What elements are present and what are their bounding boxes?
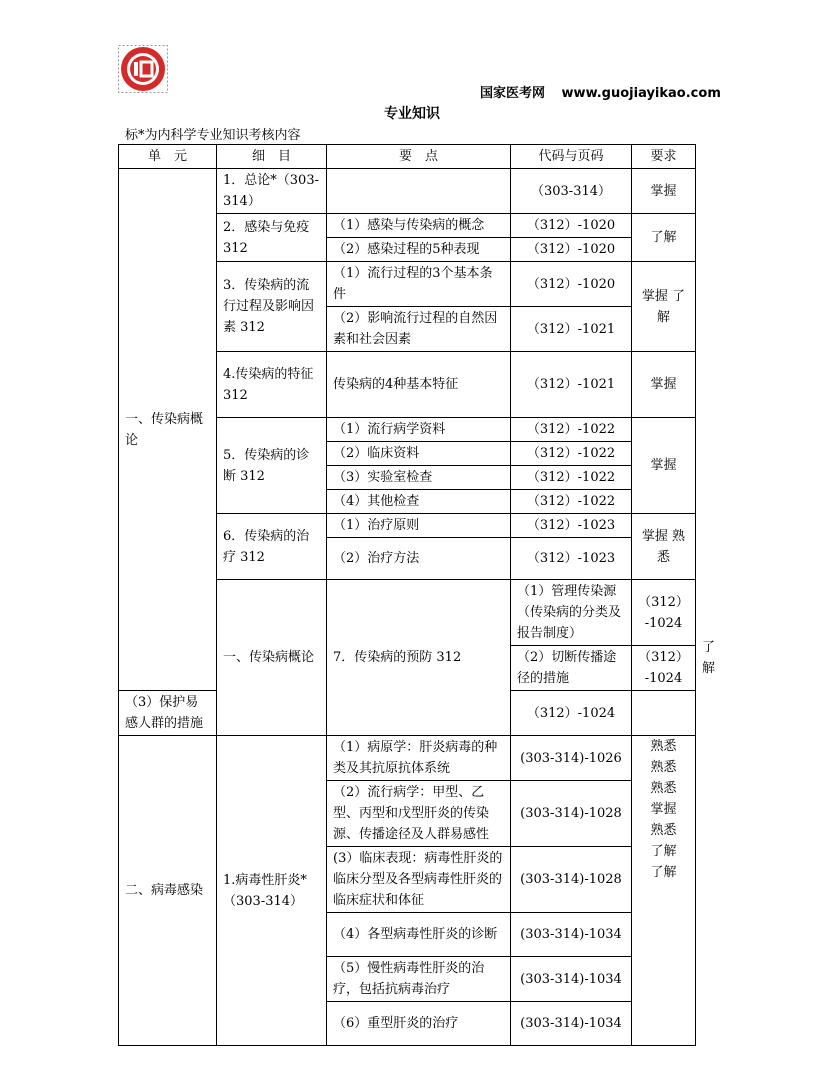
item-cell: 1.病毒性肝炎*（303-314） (217, 736, 327, 1046)
item-cell: 7．传染病的预防 312 (327, 580, 511, 736)
point-cell: （3）实验室检查 (327, 466, 511, 490)
table-row (119, 169, 696, 214)
note-text: 标*为内科学专业知识考核内容 (125, 128, 301, 143)
code-cell: （312）-1020 (511, 238, 632, 262)
point-cell: （2）流行病学：甲型、乙型、丙型和戊型肝炎的传染源、传播途径及人群易感性 (327, 781, 511, 847)
code-cell: （303-314） (511, 169, 632, 214)
requirement-cell: 熟悉 熟悉 熟悉 掌握 熟悉 了解 了解 (632, 736, 696, 1046)
code-cell: （312）-1021 (511, 352, 632, 418)
table-row: 一、传染病概论 7．传染病的预防 312 （1）管理传染源（传染病的分类及报告制度） （312）-1024 了解 (119, 580, 696, 646)
point-cell: （2）治疗方法 (327, 538, 511, 580)
requirement-cell: 了解 (632, 214, 696, 262)
code-cell: （312）-1022 (511, 442, 632, 466)
point-cell: （5）慢性病毒性肝炎的治疗，包括抗病毒治疗 (327, 957, 511, 1002)
unit-cell: 一、传染病概论 (119, 169, 217, 691)
code-cell: （312）-1022 (511, 466, 632, 490)
code-cell: (303-314)-1034 (511, 1002, 632, 1046)
point-cell: （1）治疗原则 (327, 514, 511, 538)
item-cell: 6．传染病的治疗 312 (217, 514, 327, 580)
item-cell: 4.传染病的特征 312 (217, 352, 327, 418)
point-cell: （4）其他检查 (327, 490, 511, 514)
point-cell (327, 169, 511, 214)
site-header (480, 82, 721, 101)
code-cell: （312）-1023 (511, 514, 632, 538)
requirement-cell: 掌握 熟悉 (632, 514, 696, 580)
point-cell: （4）各型病毒性肝炎的诊断 (327, 913, 511, 957)
point-cell: （1）流行过程的3个基本条件 (327, 262, 511, 307)
point-cell: （2）临床资料 (327, 442, 511, 466)
unit-cell: 二、病毒感染 (119, 736, 217, 1046)
code-cell: (303-314)-1028 (511, 847, 632, 913)
code-cell: (303-314)-1034 (511, 957, 632, 1002)
code-cell: （312）-1024 (511, 691, 632, 736)
requirement-cell: 掌握 (632, 169, 696, 214)
code-cell: （312）-1024 (632, 580, 696, 646)
code-cell: （312）-1024 (632, 646, 696, 691)
code-cell: (303-314)-1034 (511, 913, 632, 957)
point-cell: （1）病原学：肝炎病毒的种类及其抗原抗体系统 (327, 736, 511, 781)
point-cell: （6）重型肝炎的治疗 (327, 1002, 511, 1046)
item-cell: 3．传染病的流行过程及影响因素 312 (217, 262, 327, 352)
table-header-row (119, 145, 696, 169)
code-cell: （312）-1022 (511, 490, 632, 514)
point-cell: （1）感染与传染病的概念 (327, 214, 511, 238)
code-cell: （312）-1020 (511, 214, 632, 238)
point-cell: （2）切断传播途径的措施 (511, 646, 632, 691)
point-cell: （2）感染过程的5种表现 (327, 238, 511, 262)
site-name: 国家医考网 (480, 86, 546, 101)
item-cell: 1．总论*（303-314） (217, 169, 327, 214)
point-cell: （1）管理传染源（传染病的分类及报告制度） (511, 580, 632, 646)
table-row (119, 736, 696, 781)
col-header-requirement: 要求 (632, 145, 696, 169)
requirement-cell: 掌握 了解 (632, 262, 696, 352)
logo-icon (118, 45, 168, 93)
point-cell: （1）流行病学资料 (327, 418, 511, 442)
code-cell: （312）-1022 (511, 418, 632, 442)
code-cell: （312）-1023 (511, 538, 632, 580)
requirement-cell: 掌握 (632, 418, 696, 514)
point-cell: (3）临床表现：病毒性肝炎的临床分型及各型病毒性肝炎的临床症状和体征 (327, 847, 511, 913)
item-cell: 2．感染与免疫 312 (217, 214, 327, 262)
unit-cell: 一、传染病概论 (217, 580, 327, 736)
code-cell: (303-314)-1026 (511, 736, 632, 781)
syllabus-table (118, 144, 716, 1046)
code-cell: (303-314)-1028 (511, 781, 632, 847)
col-header-item: 细 目 (217, 145, 327, 169)
col-header-unit: 单 元 (119, 145, 217, 169)
col-header-code: 代码与页码 (511, 145, 632, 169)
page-title: 专业知识 (384, 106, 440, 122)
point-cell: （3）保护易感人群的措施 (119, 691, 217, 736)
code-cell: （312）-1020 (511, 262, 632, 307)
col-header-point: 要 点 (327, 145, 511, 169)
point-cell: 传染病的4种基本特征 (327, 352, 511, 418)
item-cell: 5．传染病的诊断 312 (217, 418, 327, 514)
code-cell: （312）-1021 (511, 307, 632, 352)
point-cell: （2）影响流行过程的自然因素和社会因素 (327, 307, 511, 352)
requirement-cell: 掌握 (632, 352, 696, 418)
site-url[interactable]: www.guojiayikao.com (561, 86, 721, 101)
